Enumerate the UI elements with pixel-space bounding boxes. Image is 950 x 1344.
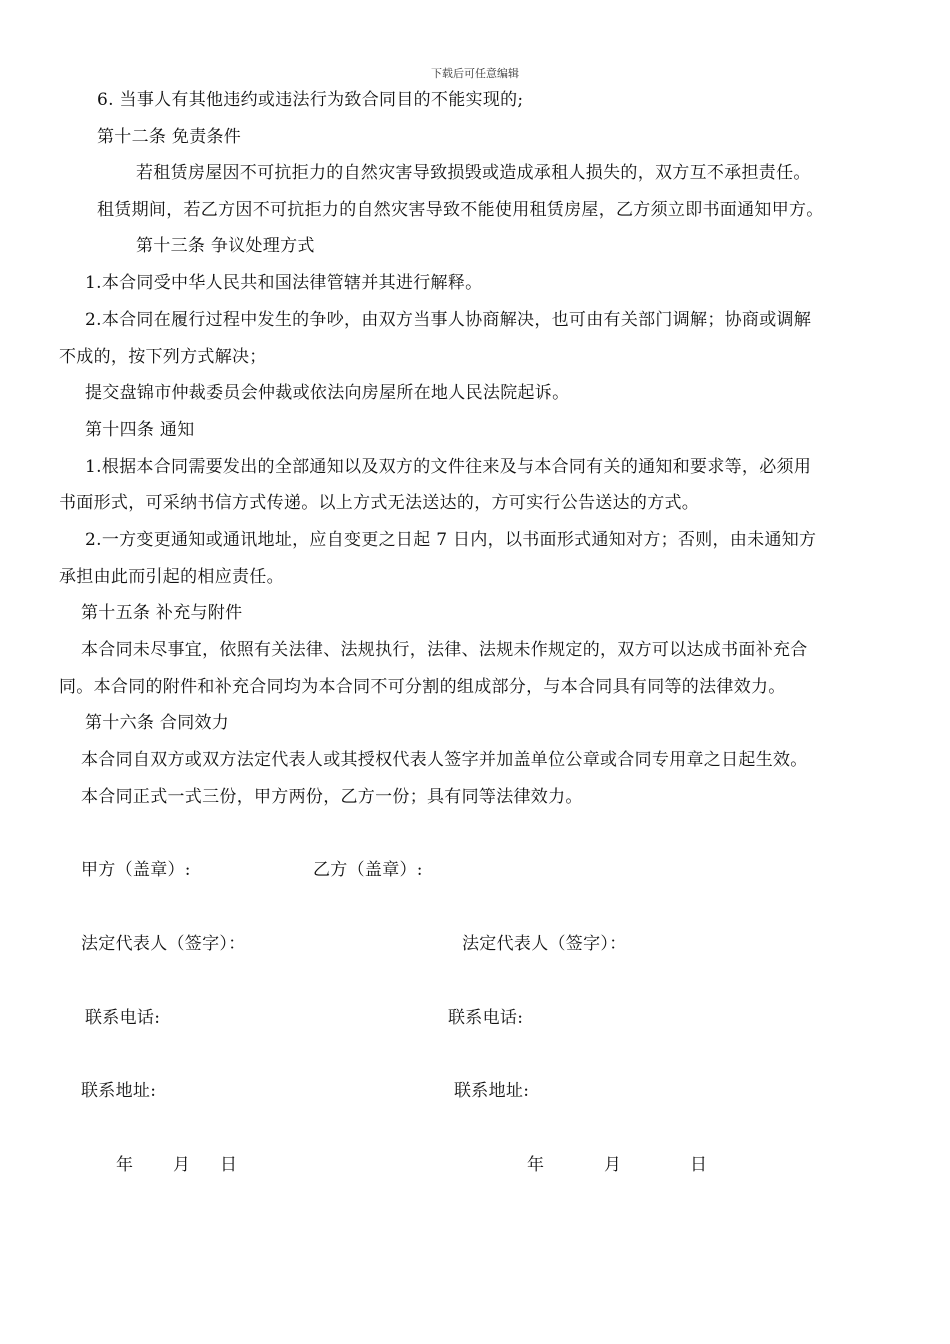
party-a-rep-label: 法定代表人（签字）： <box>81 934 246 954</box>
article-12-para-1: 若租赁房屋因不可抗拒力的自然灾害导致损毁或造成承租人损失的，双方互不承担责任。 <box>136 163 811 183</box>
article-13-item-1: 1.本合同受中华人民共和国法律管辖并其进行解释。 <box>85 273 483 293</box>
article-15-para-cont: 同。本合同的附件和补充合同均为本合同不可分割的组成部分，与本合同具有同等的法律效力。 <box>59 677 786 697</box>
party-a-seal-label: 甲方（盖章）: <box>81 860 191 880</box>
article-13-arbitration: 提交盘锦市仲裁委员会仲裁或依法向房屋所在地人民法院起诉。 <box>85 383 570 403</box>
article-15-para: 本合同未尽事宜，依照有关法律、法规执行，法律、法规未作规定的，双方可以达成书面补充合 <box>81 640 808 660</box>
article-12-para-2: 租赁期间，若乙方因不可抗拒力的自然灾害导致不能使用租赁房屋，乙方须立即书面通知甲方。 <box>97 200 824 220</box>
party-b-date-day: 日 <box>690 1155 708 1175</box>
article-15-heading: 第十五条 补充与附件 <box>81 603 243 623</box>
article-13-heading: 第十三条 争议处理方式 <box>136 236 315 256</box>
party-b-date-month: 月 <box>604 1155 622 1175</box>
article-12-heading: 第十二条 免责条件 <box>97 127 242 147</box>
article-14-item-2: 2.一方变更通知或通讯地址，应自变更之日起 7 日内，以书面形式通知对方；否则，由未通知方 <box>85 530 817 550</box>
page-header: 下载后可任意编辑 <box>431 67 519 80</box>
article-16-para-2: 本合同正式一式三份，甲方两份，乙方一份；具有同等法律效力。 <box>81 787 583 807</box>
party-b-phone-label: 联系电话: <box>448 1008 524 1028</box>
clause-item-6: 6. 当事人有其他违约或违法行为致合同目的不能实现的; <box>97 90 524 110</box>
party-b-seal-label: 乙方（盖章）: <box>313 860 423 880</box>
article-14-item-1-cont: 书面形式，可采纳书信方式传递。以上方式无法送达的，方可实行公告送达的方式。 <box>59 493 700 513</box>
article-13-item-2: 2.本合同在履行过程中发生的争吵，由双方当事人协商解决，也可由有关部门调解；协商或调解 <box>85 310 812 330</box>
party-b-date-year: 年 <box>527 1155 545 1175</box>
article-13-item-2-cont: 不成的，按下列方式解决； <box>59 347 267 367</box>
party-a-date-month: 月 <box>173 1155 191 1175</box>
party-a-phone-label: 联系电话: <box>85 1008 161 1028</box>
party-a-address-label: 联系地址: <box>81 1081 157 1101</box>
article-14-heading: 第十四条 通知 <box>85 420 195 440</box>
article-16-heading: 第十六条 合同效力 <box>85 713 230 733</box>
party-b-address-label: 联系地址: <box>454 1081 530 1101</box>
article-14-item-1: 1.根据本合同需要发出的全部通知以及双方的文件往来及与本合同有关的通知和要求等，必须用 <box>85 457 812 477</box>
article-16-para-1: 本合同自双方或双方法定代表人或其授权代表人签字并加盖单位公章或合同专用章之日起生效。 <box>81 750 808 770</box>
party-a-date-year: 年 <box>116 1155 134 1175</box>
party-b-rep-label: 法定代表人（签字）： <box>462 934 627 954</box>
party-a-date-day: 日 <box>220 1155 238 1175</box>
article-14-item-2-cont: 承担由此而引起的相应责任。 <box>59 567 284 587</box>
